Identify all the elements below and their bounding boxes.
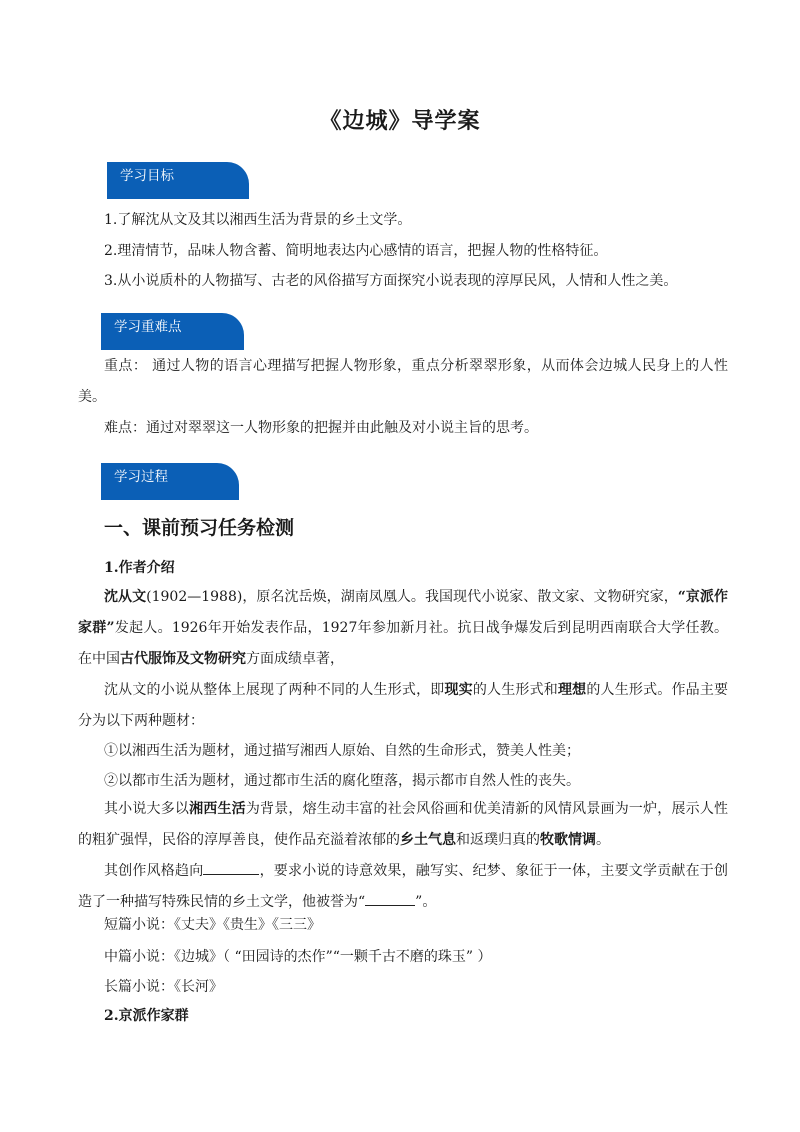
theme-item: ②以都市生活为题材，通过都市生活的腐化堕落，揭示都市自然人性的丧失。 [104, 773, 580, 789]
bold-term: 湘西生活 [189, 801, 246, 817]
answer-blank[interactable] [203, 860, 259, 875]
works-novel: 长篇小说：《长河》 [104, 979, 223, 995]
text-run: 发起人。1926年开始发表作品，1927年参加新月社。抗日战争爆发后到昆明西南联合大学任教。在中国 [78, 620, 728, 667]
life-forms-paragraph [78, 675, 728, 737]
focus-text: 重点： 通过人物的语言心理描写把握人物形象，重点分析翠翠形象，从而体会边城人民身上的人性美。 [78, 358, 728, 405]
fill-blank-paragraph [78, 856, 728, 918]
text-run: 沈从文的小说从整体上展现了两种不同的人生形式，即 [104, 682, 445, 698]
text-run: 为背景，熔生动丰富的社会风俗画和优美清新的风情风景画为一炉，展示人性的粗犷强悍，民俗的淳厚善良，使作品充溢着浓郁的 [78, 801, 729, 848]
text-run: 的人生形式和 [472, 682, 558, 698]
theme-item: ①以湘西生活为题材，通过描写湘西人原始、自然的生命形式，赞美人性美； [104, 743, 580, 759]
goal-item: 1.了解沈从文及其以湘西生活为背景的乡土文学。 [104, 212, 412, 228]
text-run: ”。 [415, 894, 437, 910]
page-title: 《边城》导学案 [319, 109, 481, 134]
style-paragraph [78, 794, 728, 856]
subheading-jingpai: 2.京派作家群 [104, 1008, 189, 1024]
bold-term: “京派作家群” [78, 589, 728, 636]
text-run: 其创作风格趋向 [104, 863, 204, 879]
section-tag-goals: 学习目标 [107, 162, 249, 199]
text-run: 其小说大多以 [104, 801, 190, 817]
text-run: ，要求小说的诗意效果，融写实、纪梦、象征于一体，主要文学贡献在于创造了一种描写特殊民情的乡土文学，他被誉为“ [78, 863, 729, 910]
text-run: 和返璞归真的 [456, 832, 540, 848]
focus-paragraph [78, 351, 728, 413]
bold-term: 乡土气息 [400, 832, 456, 848]
difficulty-text: 难点：通过对翠翠这一人物形象的把握并由此触及对小说主旨的思考。 [104, 420, 538, 436]
bold-term: 古代服饰及文物研究 [120, 651, 246, 667]
section-heading: 一、课前预习任务检测 [104, 517, 295, 539]
answer-blank[interactable] [365, 891, 415, 906]
bold-term: 沈从文 [104, 589, 147, 605]
bold-term: 现实 [444, 682, 473, 698]
text-run: 。 [596, 832, 610, 848]
text-run: (1902—1988)，原名沈岳焕，湖南凤凰人。我国现代小说家、散文家、文物研究家， [146, 589, 678, 605]
author-bio-paragraph [78, 582, 728, 675]
goal-item: 2.理清情节，品味人物含蓄、简明地表达内心感情的语言，把握人物的性格特征。 [104, 243, 608, 259]
bold-term: 理想 [557, 682, 587, 698]
text-run: 方面成绩卓著， [246, 651, 344, 667]
section-tag-key-points: 学习重难点 [101, 313, 244, 350]
section-tag-process: 学习过程 [101, 463, 239, 500]
text-run: 的人生形式。作品主要分为以下两种题材： [78, 682, 729, 729]
bold-term: 牧歌情调 [540, 832, 596, 848]
works-novella: 中篇小说：《边城》（ “田园诗的杰作”“一颗千古不磨的珠玉” ） [104, 949, 492, 965]
goal-item: 3.从小说质朴的人物描写、古老的风俗描写方面探究小说表现的淳厚民风，人情和人性之美。 [104, 273, 678, 289]
subheading-author: 1.作者介绍 [104, 560, 175, 576]
works-short: 短篇小说：《丈夫》《贵生》《三三》 [104, 917, 321, 933]
